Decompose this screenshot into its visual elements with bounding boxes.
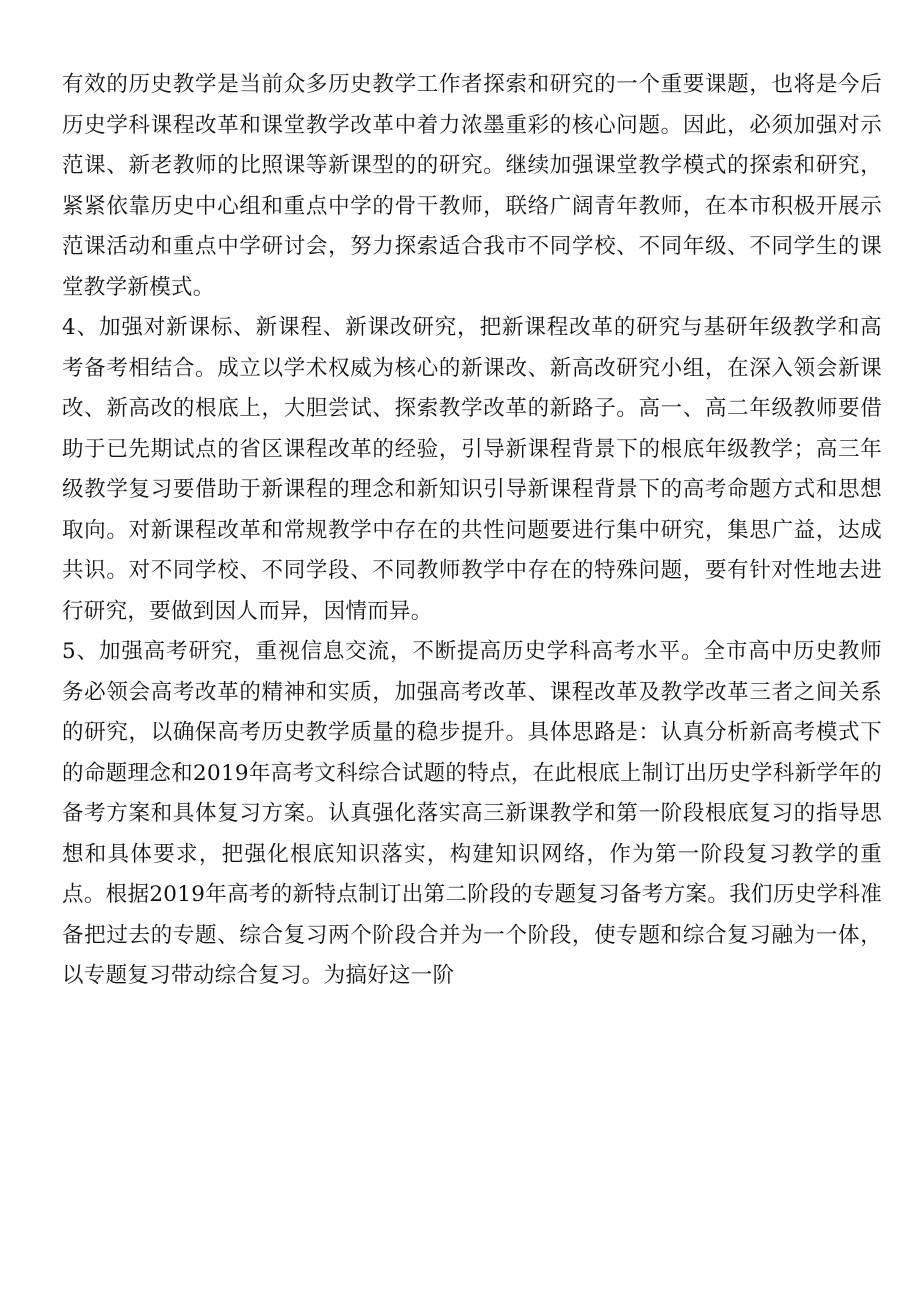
paragraph-2: 4、加强对新课标、新课程、新课改研究，把新课程改革的研究与基研年级教学和高考备考相结合。成立以学术权威为核心的新课改、新高改研究小组，在深入领会新课改、新高改的根底上，大胆尝试、探索教学改革的新路子。高一、高二年级教师要借助于已先期试点的省区课程改革的经验，引导新课程背景下的根底年级教学；高三年级教学复习要借助于新课程的理念和新知识引导新课程背景下的高考命题方式和思想取向。对新课程改革和常规教学中存在的共性问题要进行集中研究，集思广益，达成共识。对不同学校、不同学段、不同教师教学中存在的特殊问题，要有针对性地去进行研究，要做到因人而异，因情而异。 <box>62 315 882 624</box>
paragraph-3: 5、加强高考研究，重视信息交流，不断提高历史学科高考水平。全市高中历史教师务必领会高考改革的精神和实质，加强高考改革、课程改革及教学改革三者之间关系的研究，以确保高考历史教学质量的稳步提升。具体思路是：认真分析新高考模式下的命题理念和2019年高考文科综合试题的特点，在此根底上制订出历史学科新学年的备考方案和具体复习方案。认真强化落实高三新课教学和第一阶段根底复习的指导思想和具体要求，把强化根底知识落实，构建知识网络，作为第一阶段复习教学的重点。根据2019年高考的新特点制订出第二阶段的专题复习备考方案。我们历史学科准备把过去的专题、综合复习两个阶段合并为一个阶段，使专题和综合复习融为一体，以专题复习带动综合复习。为搞好这一阶 <box>62 639 882 988</box>
paragraph-1: 有效的历史教学是当前众多历史教学工作者探索和研究的一个重要课题，也将是今后历史学科课程改革和课堂教学改革中着力浓墨重彩的核心问题。因此，必须加强对示范课、新老教师的比照课等新课型的的研究。继续加强课堂教学模式的探索和研究，紧紧依靠历史中心组和重点中学的骨干教师，联络广阔青年教师，在本市积极开展示范课活动和重点中学研讨会，努力探索适合我市不同学校、不同年级、不同学生的课堂教学新模式。 <box>62 72 882 300</box>
document-body <box>62 65 882 997</box>
